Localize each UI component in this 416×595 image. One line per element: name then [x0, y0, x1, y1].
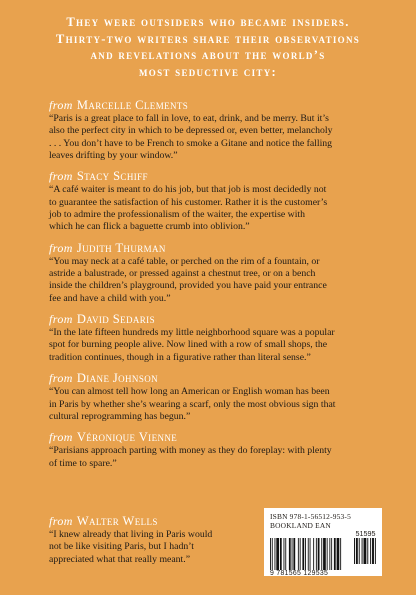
barcode-digits: 9 781565 129535 — [270, 570, 329, 577]
quote-line: not be like visiting Paris, but I hadn’t — [49, 541, 194, 553]
barcode-bar — [318, 538, 320, 570]
quote-line: which he can flick a baguette crumb into oblivion.” — [49, 221, 250, 233]
quote-author — [49, 311, 392, 327]
barcode-bar — [293, 538, 295, 570]
barcode-bar — [372, 538, 374, 564]
barcode-bar — [316, 538, 317, 570]
quote-line: cultural reprogramming has begun.” — [49, 410, 191, 422]
author-name: David Sedaris — [76, 312, 155, 327]
bookland-ean-label: BOOKLAND EAN — [270, 521, 331, 530]
barcode-bar — [302, 538, 304, 570]
barcode-bar — [280, 538, 282, 570]
barcode-bar — [354, 538, 355, 564]
barcode — [270, 529, 376, 579]
quote-author — [49, 168, 392, 184]
barcode-bar — [327, 538, 328, 570]
quote-author — [49, 370, 392, 386]
quote-line: fee and have a child with you.” — [49, 292, 171, 304]
quote-line: in Paris by whether she’s wearing a scarf, only the most obvious sign that — [49, 398, 336, 410]
barcode-bar — [364, 538, 367, 564]
quote-line: leaves drifting by your window.” — [49, 150, 178, 162]
quote-line: “You can almost tell how long an American or English woman has been — [49, 386, 330, 398]
quote-block — [49, 97, 392, 162]
quote-line: appreciated what that really meant.” — [49, 553, 191, 565]
quote-block — [49, 429, 392, 470]
quote-text — [49, 445, 392, 470]
quote-text — [49, 327, 392, 364]
quote-text — [49, 256, 392, 305]
headline-line: They were outsiders who became insiders. — [66, 15, 350, 29]
quote-line: “You may neck at a café table, or perched on the rim of a fountain, or — [49, 255, 320, 267]
isbn-barcode-box — [264, 508, 382, 576]
from-label: from — [49, 98, 73, 112]
author-name: Stacy Schiff — [76, 169, 148, 184]
barcode-bar — [289, 538, 291, 570]
quote-line: astride a balustrade, or pressed against a chestnut tree, or on a bench — [49, 268, 316, 280]
quote-line: “Paris is a great place to fall in love, to eat, drink, and be merry. But it’s — [49, 113, 329, 124]
author-name: Walter Wells — [76, 514, 158, 528]
barcode-bar — [298, 538, 299, 570]
main-barcode-bars — [270, 538, 350, 570]
barcode-bar — [337, 538, 340, 570]
quote-line: also the perfect city in which to be depressed or, even better, melancholy — [49, 125, 333, 137]
barcode-bar — [310, 538, 311, 570]
quote-text — [49, 529, 249, 566]
quote-line: “In the late fifteen hundreds my little neighborhood square was a popular — [49, 327, 335, 339]
author-name: Diane Johnson — [76, 371, 159, 386]
barcode-bar — [375, 538, 376, 564]
quote-block — [49, 311, 392, 364]
quote-line: “A café waiter is meant to do his job, but that job is most decidedly not — [49, 184, 327, 196]
quote-text — [49, 184, 392, 233]
quote-text — [49, 386, 392, 423]
barcode-bar — [313, 538, 314, 570]
barcode-bar — [308, 538, 309, 570]
barcode-bar — [334, 538, 336, 570]
from-label: from — [49, 312, 73, 327]
author-name: Judith Thurman — [76, 240, 166, 255]
barcode-bar — [323, 538, 326, 570]
quote-block — [49, 240, 392, 305]
quote-line: tradition continues, though in a figurative rather than literal sense.” — [49, 351, 311, 363]
quote-line: spot for burning people alive. Now lined with a row of small shops, the — [49, 339, 328, 351]
quote-block — [49, 513, 249, 566]
quotes-list — [49, 97, 392, 476]
barcode-bar — [367, 538, 368, 564]
quote-block — [49, 168, 392, 233]
barcode-bar — [292, 538, 293, 570]
author-name: Véronique Vienne — [76, 430, 178, 445]
from-label: from — [49, 169, 73, 184]
quote-line: “I knew already that living in Paris would — [49, 529, 213, 540]
author-name: Marcelle Clements — [76, 98, 189, 112]
quote-line: . . . You don’t have to be French to smoke a Gitane and notice the falling — [49, 137, 333, 149]
barcode-bar — [300, 538, 301, 570]
quote-line: “Parisians approach parting with money as they do foreplay: with plenty — [49, 445, 332, 457]
barcode-bar — [356, 538, 358, 564]
addon-barcode-bars — [354, 538, 377, 564]
barcode-bar — [285, 538, 286, 570]
barcode-bar — [331, 538, 332, 570]
quote-author — [49, 429, 392, 445]
quote-line: to guarantee the satisfaction of his customer. Rather it is the customer’s — [49, 196, 328, 208]
barcode-bar — [305, 538, 306, 570]
barcode-bar — [284, 538, 285, 570]
quote-line: of time to spare.” — [49, 457, 117, 469]
from-label: from — [49, 430, 73, 445]
quote-author — [49, 97, 392, 113]
quote-block — [49, 370, 392, 423]
barcode-bar — [270, 538, 271, 570]
quote-text — [49, 113, 392, 162]
barcode-bar — [359, 538, 360, 564]
quote-line: inside the children’s playground, provided you have paid your entrance — [49, 280, 327, 292]
headline-line: most seductive city: — [138, 64, 277, 79]
barcode-bar — [321, 538, 322, 570]
headline — [30, 14, 386, 80]
quote-line: job to admire the professionalism of the waiter, the expertise with — [49, 209, 306, 221]
barcode-bar — [275, 538, 276, 570]
headline-line: and revelations about the world’s — [90, 48, 326, 63]
from-label: from — [49, 514, 73, 528]
quote-author — [49, 513, 249, 529]
from-label: from — [49, 240, 73, 255]
barcode-bar — [329, 538, 330, 570]
barcode-bar — [276, 538, 279, 570]
barcode-bar — [362, 538, 363, 564]
barcode-bar — [340, 538, 341, 570]
from-label: from — [49, 371, 73, 386]
headline-line: Thirty-two writers share their observations — [55, 31, 361, 46]
quote-author — [49, 240, 392, 256]
barcode-bar — [272, 538, 273, 570]
barcode-addon-digits: 51595 — [355, 529, 376, 538]
isbn-number: ISBN 978-1-56512-953-5 — [270, 512, 351, 521]
barcode-bar — [370, 538, 371, 564]
